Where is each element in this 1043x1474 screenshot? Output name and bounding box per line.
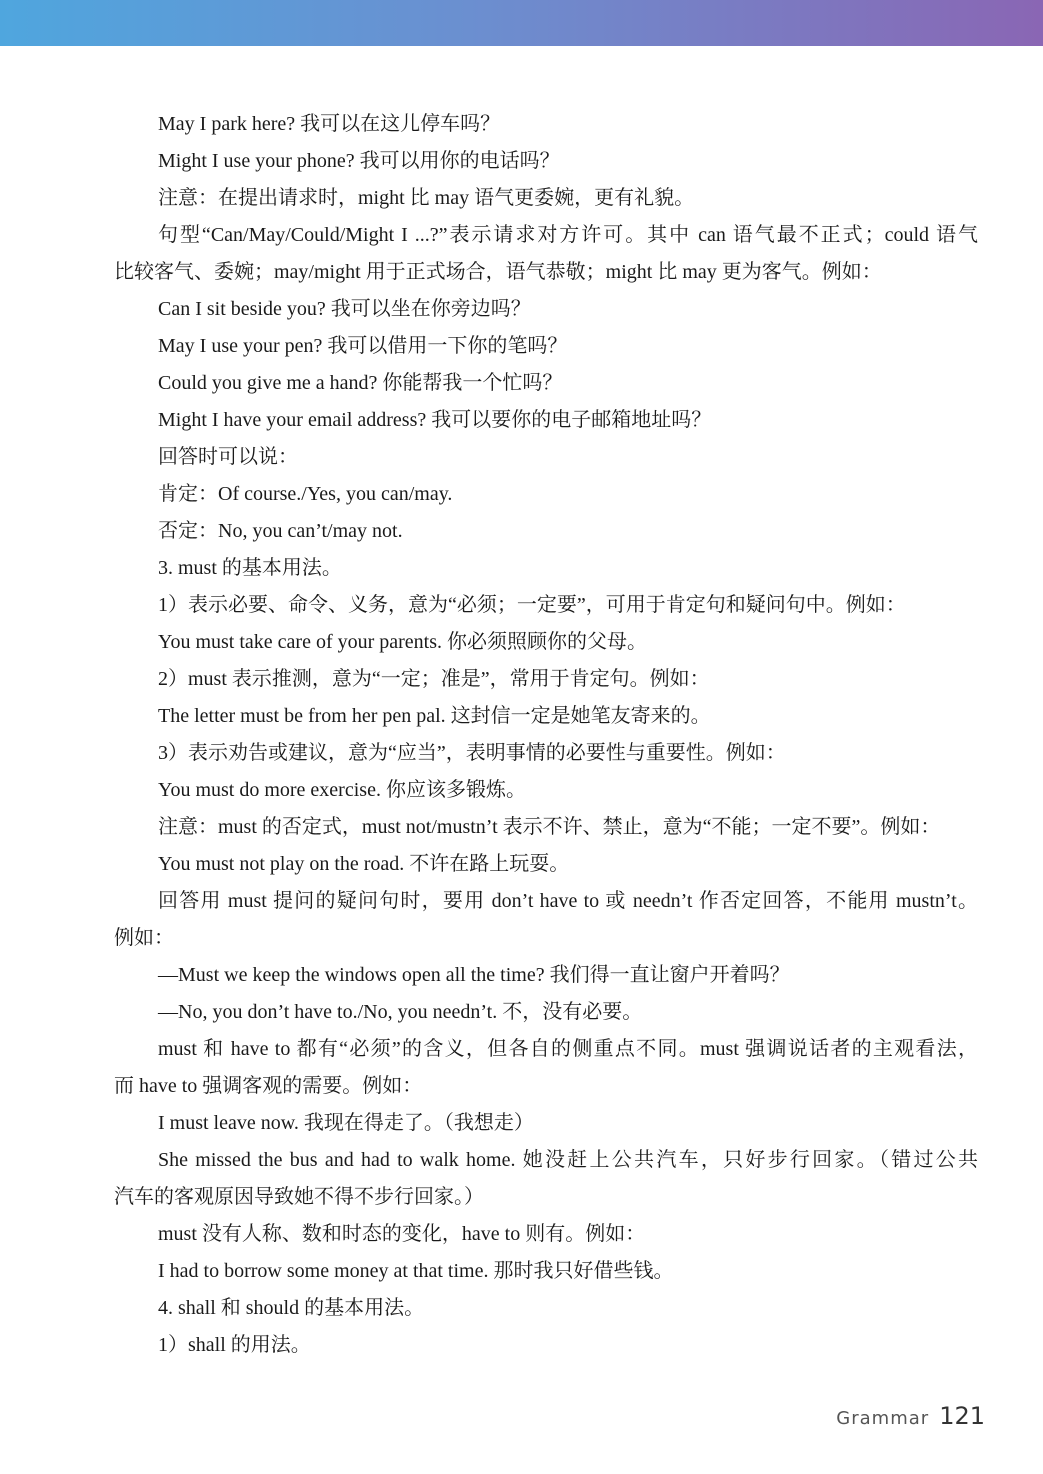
text-line: Can I sit beside you? 我可以坐在你旁边吗？ (158, 298, 531, 320)
text-line: 肯定：Of course./Yes, you can/may. (158, 483, 453, 505)
text-line: 回答时可以说： (158, 446, 298, 468)
text-line: 注意：must 的否定式，must not/mustn’t 表示不许、禁止，意为“不能；一定不要”。例如： (158, 816, 941, 838)
text-line: You must not play on the road. 不许在路上玩耍。 (158, 853, 570, 875)
text-line: Could you give me a hand? 你能帮我一个忙吗？ (158, 372, 563, 394)
section-heading: 4. shall 和 should 的基本用法。 (158, 1297, 425, 1319)
header-color-band (0, 0, 1043, 46)
footer-section-label: Grammar (836, 1408, 930, 1429)
text-line: 句型“Can/May/Could/Might I ...?”表示请求对方许可。其中 can 语气最不正式；could 语气 (158, 224, 978, 246)
text-line: 2）must 表示推测，意为“一定；准是”，常用于肯定句。例如： (158, 668, 710, 690)
text-line: 汽车的客观原因导致她不得不步行回家。） (114, 1186, 484, 1208)
text-line: May I park here? 我可以在这儿停车吗？ (158, 113, 501, 135)
text-line: must 没有人称、数和时态的变化，have to 则有。例如： (158, 1223, 646, 1245)
text-line: 例如： (114, 927, 174, 949)
text-line: The letter must be from her pen pal. 这封信一定是她笔友寄来的。 (158, 705, 711, 727)
text-line: 否定：No, you can’t/may not. (158, 520, 403, 542)
text-line: 1）表示必要、命令、义务，意为“必须；一定要”，可用于肯定句和疑问句中。例如： (158, 594, 906, 616)
text-line: 回答用 must 提问的疑问句时，要用 don’t have to 或 needn’t 作否定回答，不能用 mustn’t。 (158, 890, 978, 912)
text-line: I had to borrow some money at that time. 那时我只好借些钱。 (158, 1260, 674, 1282)
text-line: 1）shall 的用法。 (158, 1334, 311, 1356)
text-line: —No, you don’t have to./No, you needn’t. 不，没有必要。 (158, 1001, 643, 1023)
text-line: You must do more exercise. 你应该多锻炼。 (158, 779, 526, 801)
text-line: 而 have to 强调客观的需要。例如： (114, 1075, 423, 1097)
text-line: —Must we keep the windows open all the time? 我们得一直让窗户开着吗？ (158, 964, 790, 986)
text-line: Might I have your email address? 我可以要你的电子邮箱地址吗？ (158, 409, 712, 431)
text-line: 注意：在提出请求时，might 比 may 语气更委婉，更有礼貌。 (158, 187, 695, 209)
text-line: must 和 have to 都有“必须”的含义，但各自的侧重点不同。must 强调说话者的主观看法， (158, 1038, 978, 1060)
page-number: 121 (939, 1402, 985, 1430)
text-line: Might I use your phone? 我可以用你的电话吗？ (158, 150, 560, 172)
section-heading: 3. must 的基本用法。 (158, 557, 342, 579)
text-line: 3）表示劝告或建议，意为“应当”，表明事情的必要性与重要性。例如： (158, 742, 786, 764)
text-line: I must leave now. 我现在得走了。（我想走） (158, 1112, 534, 1134)
text-line: May I use your pen? 我可以借用一下你的笔吗？ (158, 335, 568, 357)
text-line: You must take care of your parents. 你必须照顾你的父母。 (158, 631, 648, 653)
page-footer (836, 1402, 985, 1430)
text-line: 比较客气、委婉；may/might 用于正式场合，语气恭敬；might 比 may 更为客气。例如： (114, 261, 882, 283)
text-line: She missed the bus and had to walk home. 她没赶上公共汽车，只好步行回家。（错过公共 (158, 1149, 978, 1171)
